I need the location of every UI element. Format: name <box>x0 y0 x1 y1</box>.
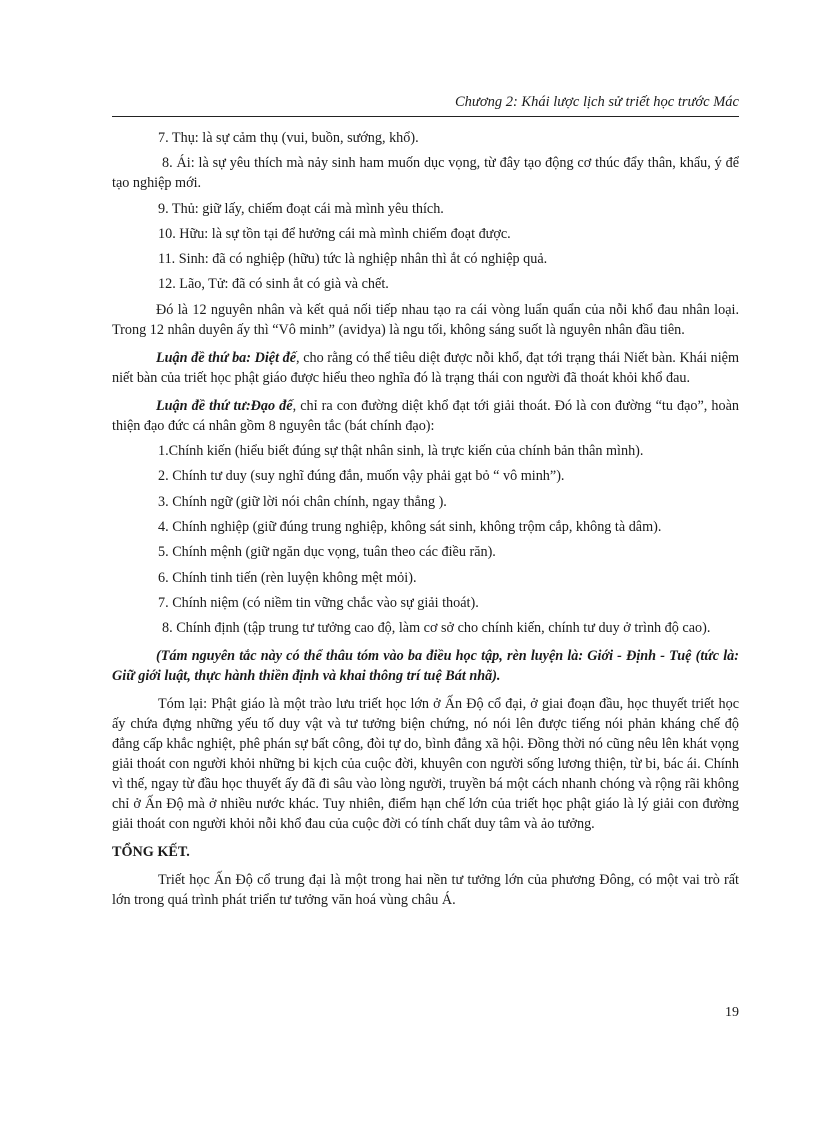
list-item-chinh-nghiep: 4. Chính nghiệp (giữ đúng trung nghiệp, không sát sinh, không trộm cắp, không tà dâm). <box>158 518 662 535</box>
paragraph-diet-de <box>112 348 739 388</box>
thesis-text-diet-de: , cho rằng có thể tiêu diệt được nỗi khổ, đạt tới trạng thái Niết bàn. Khái niệm niết bàn của triết học phật giáo được hiểu theo nghĩa đó là trạng thái con người đã thoát khỏi khổ đau. <box>112 349 739 386</box>
paragraph-gioi-dinh-tue: (Tám nguyên tắc này có thể thâu tóm vào ba điều học tập, rèn luyện là: Giới - Định - Tuệ (tức là: Giữ giới luật, thực hành thiền định và khai thông trí tuệ Bát nhã). <box>112 648 739 685</box>
page-body <box>112 128 739 910</box>
running-header: Chương 2: Khái lược lịch sử triết học trước Mác <box>455 94 739 110</box>
list-item-chinh-tinh-tien: 6. Chính tinh tiến (rèn luyện không mệt mỏi). <box>158 569 417 586</box>
list-item-chinh-kien: 1.Chính kiến (hiểu biết đúng sự thật nhân sinh, là trực kiến của chính bản thân mình). <box>158 443 644 460</box>
section-heading-tong-ket: TỔNG KẾT. <box>112 844 190 861</box>
page-number: 19 <box>725 1005 739 1020</box>
list-item-tho: 7. Thụ: là sự cảm thụ (vui, buồn, sướng, khổ). <box>158 130 419 146</box>
thesis-label-diet-de: Luận đề thứ ba: Diệt đế <box>156 349 297 366</box>
paragraph-dao-de <box>112 396 739 436</box>
list-item-chinh-menh: 5. Chính mệnh (giữ ngăn dục vọng, tuân theo các điều răn). <box>158 544 496 561</box>
list-item-sinh: 11. Sinh: đã có nghiệp (hữu) tức là nghiệp nhân thì ắt có nghiệp quả. <box>158 251 548 268</box>
list-item-chinh-tu-duy: 2. Chính tư duy (suy nghĩ đúng đắn, muốn vậy phải gạt bỏ “ vô minh”). <box>158 468 565 485</box>
list-item-huu: 10. Hữu: là sự tồn tại để hưởng cái mà mình chiếm đoạt được. <box>158 225 511 242</box>
paragraph-conclusion: Tóm lại: Phật giáo là một trào lưu triết học lớn ở Ấn Độ cổ đại, ở giai đoạn đầu, học thuyết triết học ấy chứa đựng những yếu tố duy vật và tư tưởng biện chứng, nó nói lên được tiếng nói phản kháng chế độ đẳng cấp khắc nghiệt, phê phán sự bất công, đòi tự do, bình đẳng xã hội. Đồng thời nó cũng nêu lên khát vọng giải thoát con người khỏi những bi kịch của cuộc đời, khuyên con người sống lương thiện, từ bi, bác ái. Chính vì thế, ngay từ đầu học thuyết ấy đã đi sâu vào lòng người, truyền bá một cách nhanh chóng và rộng rãi không chỉ ở Ấn Độ mà ở nhiều nước khác. Tuy nhiên, điểm hạn chế lớn của triết học phật giáo là lý giải con đường giải thoát con người khỏi nỗi khổ đau của cuộc đời có tính chất duy tâm và ảo tưởng. <box>112 696 739 833</box>
list-item-chinh-dinh: 8. Chính định (tập trung tư tưởng cao độ, làm cơ sở cho chính kiến, chính tư duy ở trình độ cao). <box>162 620 711 637</box>
paragraph-tong-ket: Triết học Ấn Độ cổ trung đại là một trong hai nền tư tưởng lớn của phương Đông, có một vai trò rất lớn trong quá trình phát triển tư tưởng văn hoá vùng châu Á. <box>112 872 739 909</box>
list-item-thu: 9. Thủ: giữ lấy, chiếm đoạt cái mà mình yêu thích. <box>158 200 444 217</box>
paragraph-summary-12-causes: Đó là 12 nguyên nhân và kết quả nối tiếp nhau tạo ra cái vòng luẩn quẩn của nỗi khổ đau nhân loại. Trong 12 nhân duyên ấy thì “Vô minh” (avidya) là ngu tối, không sáng suốt là nguyên nhân đầu tiên. <box>112 301 739 338</box>
thesis-text-dao-de: , chỉ ra con đường diệt khổ đạt tới giải thoát. Đó là con đường “tu đạo”, hoàn thiện đạo đức cá nhân gồm 8 nguyên tắc (bát chính đạo): <box>112 397 739 434</box>
thesis-label-dao-de: Luận đề thứ tư:Đạo đế <box>156 397 293 414</box>
header-divider <box>112 116 739 117</box>
list-item-lao-tu: 12. Lão, Tử: đã có sinh ắt có già và chết. <box>158 276 389 293</box>
list-item-ai: 8. Ái: là sự yêu thích mà nảy sinh ham muốn dục vọng, từ đây tạo động cơ thúc đẩy thân, khẩu, ý để tạo nghiệp mới. <box>112 155 739 192</box>
list-item-chinh-ngu: 3. Chính ngữ (giữ lời nói chân chính, ngay thẳng ). <box>158 493 447 510</box>
list-item-chinh-niem: 7. Chính niệm (có niềm tin vững chắc vào sự giải thoát). <box>158 594 479 611</box>
